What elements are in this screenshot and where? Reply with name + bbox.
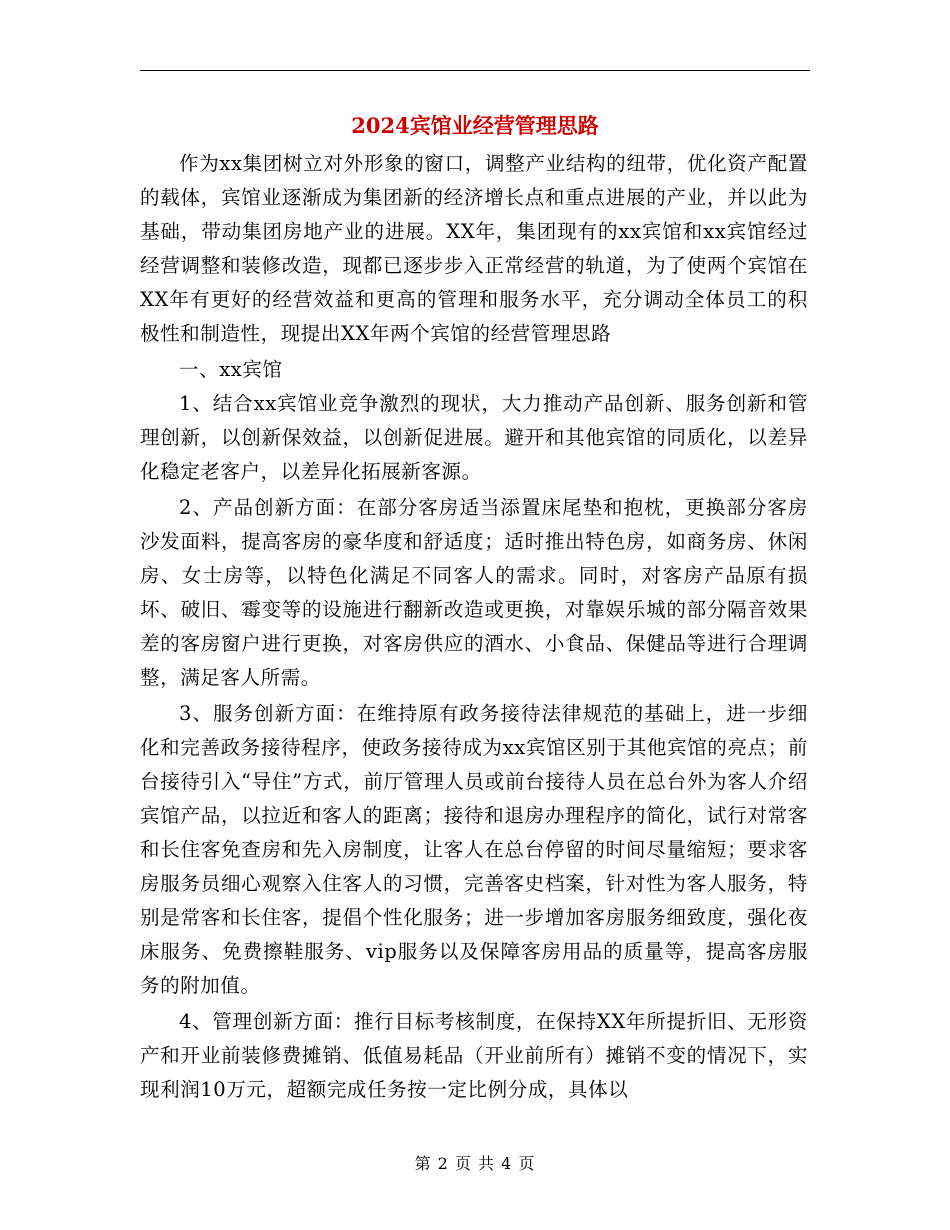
section-heading: 一、xx宾馆 xyxy=(179,358,283,381)
body-paragraph: 2、产品创新方面：在部分客房适当添置床尾垫和抱枕，更换部分客房沙发面料，提高客房的豪华度和舒适度；适时推出特色房，如商务房、休闲房、女士房等，以特色化满足不同客人的需求。同时，对客房产品原有损坏、破旧、霉变等的设施进行翻新改造或更换，对靠娱乐城的部分隔音效果差的客房窗户进行更换，对客房供应的酒水、小食品、保健品等进行合理调整，满足客人所需。 xyxy=(140,496,808,689)
body-paragraph: 1、结合xx宾馆业竞争激烈的现状，大力推动产品创新、服务创新和管理创新，以创新保效益，以创新促进展。避开和其他宾馆的同质化，以差异化稳定老客户，以差异化拓展新客源。 xyxy=(140,392,808,483)
body-paragraph: 4、管理创新方面：推行目标考核制度，在保持XX年所提折旧、无形资产和开业前装修费摊销、低值易耗品（开业前所有）摊销不变的情况下，实现利润10万元，超额完成任务按一定比例分成，具体以 xyxy=(140,1010,808,1101)
page-number-footer: 第 2 页 共 4 页 xyxy=(414,1154,536,1173)
intro-paragraph: 作为xx集团树立对外形象的窗口，调整产业结构的纽带，优化资产配置的载体，宾馆业逐渐成为集团新的经济增长点和重点进展的产业，并以此为基础，带动集团房地产业的进展。XX年，集团现有的xx宾馆和xx宾馆经过经营调整和装修改造，现都已逐步步入正常经营的轨道，为了使两个宾馆在XX年有更好的经营效益和更高的管理和服务水平，充分调动全体员工的积极性和制造性，现提出XX年两个宾馆的经营管理思路 xyxy=(140,152,808,345)
body-paragraph: 3、服务创新方面：在维持原有政务接待法律规范的基础上，进一步细化和完善政务接待程序，使政务接待成为xx宾馆区别于其他宾馆的亮点；前台接待引入“导住”方式，前厅管理人员或前台接待人员在总台外为客人介绍宾馆产品，以拉近和客人的距离；接待和退房办理程序的简化，试行对常客和长住客免查房和先入房制度，让客人在总台停留的时间尽量缩短；要求客房服务员细心观察入住客人的习惯，完善客史档案，针对性为客人服务，特别是常客和长住客，提倡个性化服务；进一步增加客房服务细致度，强化夜床服务、免费擦鞋服务、vip服务以及保障客房用品的质量等，提高客房服务的附加值。 xyxy=(140,702,808,997)
document-title: 2024宾馆业经营管理思路 xyxy=(351,113,599,138)
document-body xyxy=(140,147,808,1107)
header-rule xyxy=(140,70,810,71)
